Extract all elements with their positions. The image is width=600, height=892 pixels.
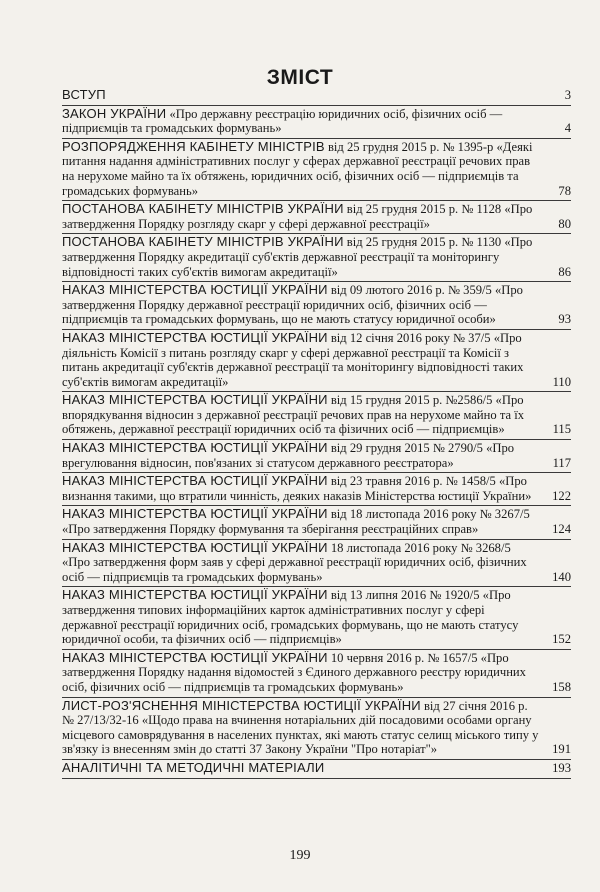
toc-entry-text <box>62 88 571 103</box>
toc-entry-page: 93 <box>558 312 571 327</box>
toc-entry-heading: АНАЛІТИЧНІ ТА МЕТОДИЧНІ МАТЕРІАЛИ <box>62 759 325 775</box>
toc-entry-heading: РОЗПОРЯДЖЕННЯ КАБІНЕТУ МІНІСТРІВ <box>62 138 325 154</box>
toc-entry-heading: НАКАЗ МІНІСТЕРСТВА ЮСТИЦІЇ УКРАЇНИ <box>62 282 328 298</box>
toc-entry-page: 191 <box>552 742 571 757</box>
toc-entry-description: від 09 лютого 2016 р. № 359/5 «Про затвердження Порядку державної реєстрації юридичних осіб, фізичних осіб — підприємців та громадських формувань, що не мають статусу юридичної особи» <box>62 283 523 327</box>
toc-entry-heading: ПОСТАНОВА КАБІНЕТУ МІНІСТРІВ УКРАЇНИ <box>62 234 344 250</box>
toc-entry[interactable] <box>62 698 571 760</box>
toc-entry-description: від 15 грудня 2015 р. №2586/5 «Про впорядкування відносин з державної реєстрації речових прав на нерухоме майно та їх обтяжень, державної реєстрації юридичних осіб та фізичних осіб — підприємців» <box>62 393 525 437</box>
toc-entry-page: 115 <box>552 422 571 437</box>
toc-entry-text <box>62 474 571 503</box>
toc-entry-page: 86 <box>558 264 571 279</box>
toc-entry-page: 124 <box>552 522 571 537</box>
toc-entry-page: 78 <box>558 183 571 198</box>
toc-entry-text <box>62 651 571 695</box>
toc-entry-heading: ВСТУП <box>62 87 106 102</box>
toc-entry-text <box>62 235 571 279</box>
toc-entry[interactable] <box>62 139 571 201</box>
toc-entry-heading: НАКАЗ МІНІСТЕРСТВА ЮСТИЦІЇ УКРАЇНИ <box>62 587 328 603</box>
table-of-contents <box>62 87 571 779</box>
toc-entry-text <box>62 761 571 776</box>
toc-entry-page: 193 <box>552 760 571 775</box>
toc-entry-text <box>62 393 571 437</box>
toc-entry-page: 110 <box>552 374 571 389</box>
toc-entry[interactable] <box>62 201 571 234</box>
toc-entry-heading: НАКАЗ МІНІСТЕРСТВА ЮСТИЦІЇ УКРАЇНИ <box>62 539 328 555</box>
toc-entry-page: 152 <box>552 632 571 647</box>
toc-entry-description: 18 листопада 2016 року № 3268/5 «Про затвердження форм заяв у сфері державної реєстрації юридичних осіб, фізичних осіб — підприємців та громадських формувань» <box>62 540 527 584</box>
toc-entry-description: від 23 травня 2016 р. № 1458/5 «Про визнання такими, що втратили чинність, деяких наказів Міністерства юстиції України» <box>62 474 532 503</box>
toc-entry-description: від 27 січня 2016 р. № 27/13/32-16 «Щодо права на вчинення нотаріальних дій посадовими особами органу місцевого самоврядування в населених пунктах, які мають статус селищ міського типу у зв'язку із внесенням змін до статті 37 Закону України "Про нотаріат"» <box>62 698 539 757</box>
toc-entry-heading: НАКАЗ МІНІСТЕРСТВА ЮСТИЦІЇ УКРАЇНИ <box>62 473 328 489</box>
toc-entry-heading: НАКАЗ МІНІСТЕРСТВА ЮСТИЦІЇ УКРАЇНИ <box>62 506 328 522</box>
toc-entry-text <box>62 107 571 136</box>
toc-entry-description: «Про державну реєстрацію юридичних осіб, фізичних осіб — підприємців та громадських формувань» <box>62 106 503 136</box>
toc-entry-heading: НАКАЗ МІНІСТЕРСТВА ЮСТИЦІЇ УКРАЇНИ <box>62 392 328 408</box>
toc-entry-text <box>62 541 571 585</box>
toc-entry-heading: НАКАЗ МІНІСТЕРСТВА ЮСТИЦІЇ УКРАЇНИ <box>62 329 328 345</box>
toc-entry[interactable] <box>62 392 571 440</box>
toc-entry[interactable] <box>62 473 571 506</box>
toc-entry-text <box>62 441 571 470</box>
toc-entry[interactable] <box>62 760 571 779</box>
toc-entry-heading: ПОСТАНОВА КАБІНЕТУ МІНІСТРІВ УКРАЇНИ <box>62 201 344 217</box>
toc-entry-description: від 25 грудня 2015 р. № 1128 «Про затвердження Порядку розгляду скарг у сфері державної реєстрації» <box>62 202 533 231</box>
toc-entry-description: 10 червня 2016 р. № 1657/5 «Про затвердження Порядку надання відомостей з Єдиного державного реєстру юридичних осіб, фізичних осіб — підприємців та громадських формувань» <box>62 650 526 694</box>
toc-entry-description: від 29 грудня 2015 № 2790/5 «Про врегулювання відносин, пов'язаних зі статусом державного реєстратора» <box>62 441 515 470</box>
toc-entry-text <box>62 699 571 757</box>
toc-entry-description: від 18 листопада 2016 року № 3267/5 «Про затвердження Порядку формування та зберігання реєстраційних справ» <box>62 507 530 537</box>
toc-entry[interactable] <box>62 440 571 473</box>
toc-entry[interactable] <box>62 650 571 698</box>
toc-entry-page: 3 <box>564 88 571 102</box>
toc-entry-page: 4 <box>564 121 571 136</box>
toc-entry-page: 117 <box>552 455 571 470</box>
toc-entry[interactable] <box>62 234 571 282</box>
toc-entry-heading: НАКАЗ МІНІСТЕРСТВА ЮСТИЦІЇ УКРАЇНИ <box>62 649 328 665</box>
toc-entry-page: 158 <box>552 679 571 694</box>
toc-entry[interactable] <box>62 106 571 139</box>
toc-entry-description: від 25 грудня 2015 р. № 1130 «Про затвердження Порядку акредитації суб'єктів державної реєстрації та моніторингу відповідності таких суб'єктів вимогам акредитації» <box>62 235 533 279</box>
toc-entry-text <box>62 507 571 536</box>
toc-entry-heading: НАКАЗ МІНІСТЕРСТВА ЮСТИЦІЇ УКРАЇНИ <box>62 440 328 456</box>
toc-entry-text <box>62 283 571 327</box>
toc-entry-text <box>62 202 571 231</box>
toc-entry[interactable] <box>62 282 571 330</box>
toc-entry-heading: ЗАКОН УКРАЇНИ <box>62 105 167 121</box>
toc-entry-description: від 12 січня 2016 року № 37/5 «Про діяльність Комісії з питань розгляду скарг у сфері державної реєстрації та Комісії з питань акредитації суб'єктів державної реєстрації та моніторингу відповідності таких суб'єктів вимогам акредитації» <box>62 330 524 389</box>
toc-entry[interactable] <box>62 87 571 106</box>
toc-entry-heading: ЛИСТ-РОЗ'ЯСНЕННЯ МІНІСТЕРСТВА ЮСТИЦІЇ УКРАЇНИ <box>62 697 421 713</box>
page-title: ЗМІСТ <box>266 66 334 89</box>
toc-entry[interactable] <box>62 540 571 588</box>
toc-entry[interactable] <box>62 506 571 539</box>
toc-entry-page: 122 <box>552 488 571 503</box>
toc-entry-text <box>62 331 571 389</box>
toc-entry[interactable] <box>62 330 571 392</box>
page-number: 199 <box>289 848 311 863</box>
toc-entry-text <box>62 140 571 198</box>
toc-entry-page: 140 <box>552 569 571 584</box>
toc-entry-text <box>62 588 571 646</box>
toc-entry-page: 80 <box>558 216 571 231</box>
toc-entry-description: від 25 грудня 2015 р. № 1395-р «Деякі питання надання адміністративних послуг у сферах державної реєстрації речових прав на нерухоме майно та їх обтяжень, юридичних осіб, фізичних осіб — підприємців та громадських формувань» <box>62 139 533 198</box>
toc-entry[interactable] <box>62 587 571 649</box>
toc-entry-description: від 13 липня 2016 № 1920/5 «Про затвердження типових інформаційних карток адміністративних послуг у сфері державної реєстрації юридичних осіб, громадських формувань, що не мають статусу юридичної особи, та фізичних осіб — підприємців» <box>62 588 519 647</box>
